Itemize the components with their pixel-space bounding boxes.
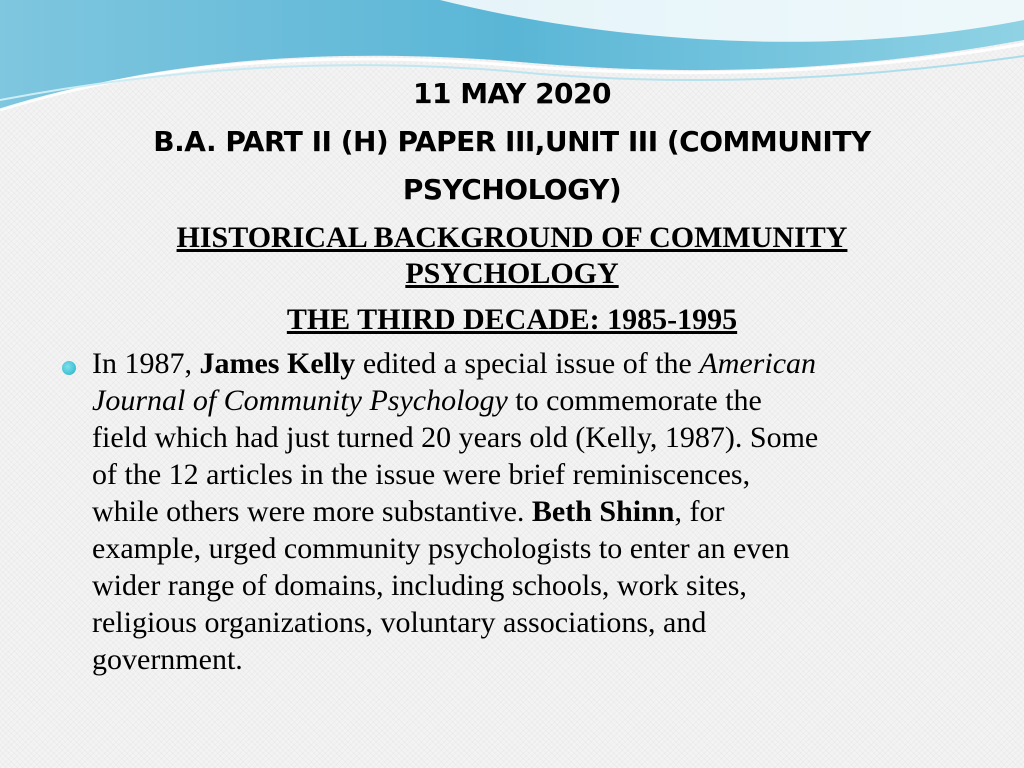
title-line-subject: PSYCHOLOGY) bbox=[402, 173, 622, 206]
bullet-line-8: religious organizations, voluntary associations, and bbox=[92, 606, 707, 639]
section-heading-line-1: HISTORICAL BACKGROUND OF COMMUNITY bbox=[176, 221, 848, 254]
text-line5a: while others were more substantive. bbox=[92, 495, 532, 528]
bullet-line-1 bbox=[92, 345, 962, 382]
journal-name-part-b: Journal of Community Psychology bbox=[92, 384, 508, 417]
section-subheading: THE THIRD DECADE: 1985-1995 bbox=[286, 303, 738, 336]
name-james-kelly: James Kelly bbox=[199, 347, 356, 380]
bullet-item bbox=[62, 345, 962, 678]
text-after-journal: to commemorate the bbox=[507, 384, 762, 417]
bullet-line-4: of the 12 articles in the issue were brief reminiscences, bbox=[92, 458, 751, 491]
text-line5b: , for bbox=[674, 495, 725, 528]
bullet-line-7: wider range of domains, including schools, work sites, bbox=[92, 569, 747, 602]
title-line-date: 11 MAY 2020 bbox=[412, 77, 612, 110]
bullet-line-6: example, urged community psychologists to enter an even bbox=[92, 532, 790, 565]
section-heading-line-2: PSYCHOLOGY bbox=[405, 257, 619, 290]
name-beth-shinn: Beth Shinn bbox=[531, 495, 675, 528]
title-line-course: B.A. PART II (H) PAPER III,UNIT III (COMMUNITY bbox=[153, 125, 871, 158]
bullet-line-3: field which had just turned 20 years old (Kelly, 1987). Some bbox=[92, 421, 819, 454]
bullet-line-5 bbox=[92, 493, 962, 530]
section-heading bbox=[60, 220, 964, 292]
text-intro: In 1987, bbox=[92, 347, 200, 380]
slide-title bbox=[60, 70, 964, 214]
bullet-text bbox=[92, 345, 962, 678]
bullet-line-9: government. bbox=[92, 643, 243, 676]
bullet-line-2 bbox=[92, 382, 962, 419]
journal-name-part-a: American bbox=[699, 347, 817, 380]
bullet-dot-icon bbox=[62, 361, 76, 375]
text-after-name: edited a special issue of the bbox=[355, 347, 700, 380]
